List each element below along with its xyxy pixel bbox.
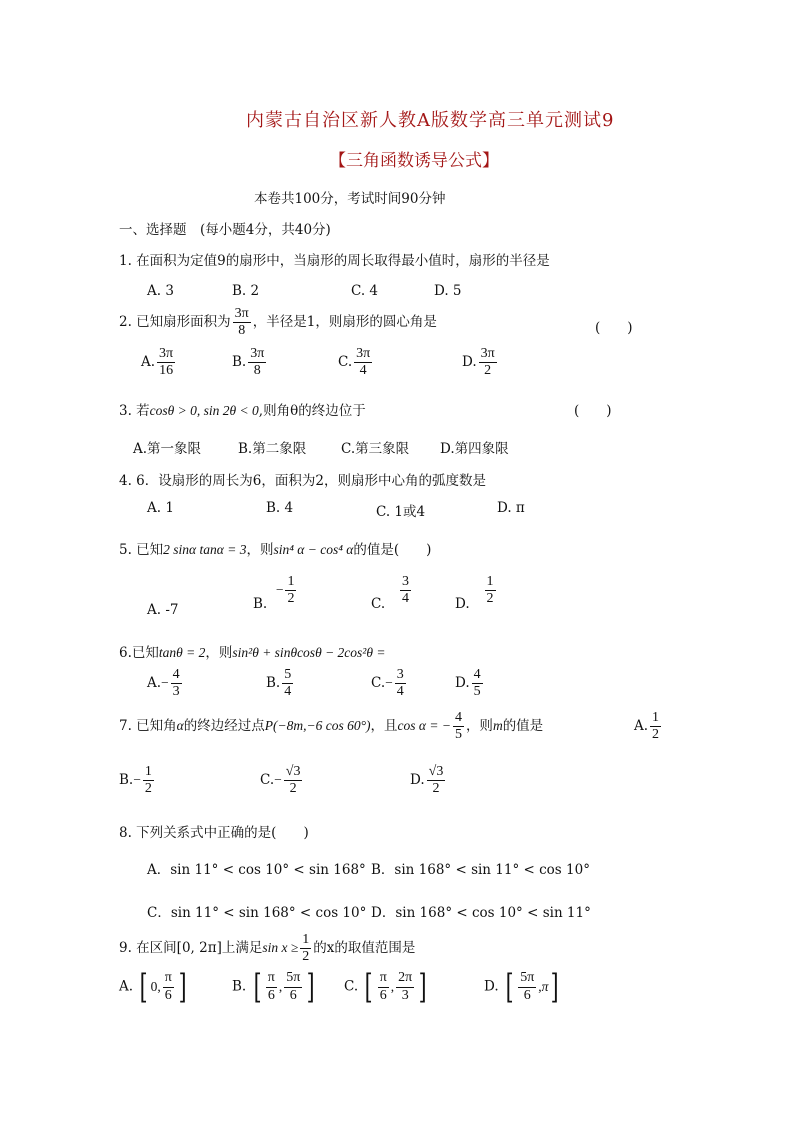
q8-option-b: B．sin 168° < sin 11° < cos 10° <box>371 862 590 878</box>
q2-answer-paren: ( ) <box>595 320 633 336</box>
q1-option-b: B. 2 <box>232 283 260 299</box>
question-3-stem: 3. 若cosθ > 0, sin 2θ < 0,则角θ的终边位于 <box>119 403 366 419</box>
q3-option-a: A.第一象限 <box>133 441 202 457</box>
q8-option-d: D．sin 168° < cos 10° < sin 11° <box>371 905 591 921</box>
exam-info: 本卷共100分，考试时间90分钟 <box>254 191 446 207</box>
q4-option-d: D. π <box>497 500 525 516</box>
q4-option-c: C. 1或4 <box>376 504 426 520</box>
q7-option-b: B.− $\frac{1}{2}$ <box>119 764 152 797</box>
q5-option-c: C. $\frac{3}{4}$ <box>371 574 410 613</box>
q6-option-d: D. $\frac{4}{5}$ <box>455 667 481 700</box>
section-heading: 一、选择题 (每小题4分，共40分) <box>119 222 331 238</box>
q1-option-c: C. 4 <box>351 283 379 299</box>
q8-option-a: A．sin 11° < cos 10° < sin 168° <box>147 862 366 878</box>
question-5-stem: 5. 已知2 sinα tanα = 3，则sin⁴ α − cos⁴ α的值是( ) <box>119 542 432 558</box>
q7-option-d: D. $\frac{√3}{2}$ <box>410 764 444 797</box>
question-9-stem: 9. 在区间[0, 2π]上满足sin x ≥ $\frac{1}{2}$ 的x的取值范围是 <box>119 932 416 965</box>
q7-option-a: A. $\frac{1}{2}$ <box>634 710 660 743</box>
q3-option-c: C.第三象限 <box>341 441 410 457</box>
question-8-stem: 8. 下列关系式中正确的是( ) <box>119 825 309 841</box>
q2-option-c: C. $\frac{3\pi}{4}$ <box>338 346 371 379</box>
q5-option-b: B. − $\frac{1}{2}$ <box>253 574 295 613</box>
q6-option-c: C.− $\frac{3}{4}$ <box>371 667 404 700</box>
q5-option-a: A. -7 <box>147 602 179 618</box>
q9-option-b: B. [ $\frac{\pi}{6}$ , $\frac{5\pi}{6}$ ] <box>232 967 315 1007</box>
q2-option-b: B. $\frac{3\pi}{8}$ <box>232 346 265 379</box>
q4-option-a: A. 1 <box>147 500 174 516</box>
question-6-stem: 6.已知tanθ = 2，则sin²θ + sinθcosθ − 2cos²θ = <box>119 645 386 661</box>
q3-option-b: B.第二象限 <box>238 441 307 457</box>
q6-option-a: A.− $\frac{4}{3}$ <box>147 667 180 700</box>
q9-option-d: D. [ $\frac{5\pi}{6}$ , π ] <box>484 967 560 1007</box>
q1-option-d: D. 5 <box>434 283 462 299</box>
question-7-stem: 7. 已知角α的终边经过点P(−8m,−6 cos 60°)，且cos α = − $\frac{4}{5}$ ，则m的值是 <box>119 710 544 743</box>
q3-answer-paren: ( ) <box>574 403 612 419</box>
q2-option-d: D. $\frac{3\pi}{2}$ <box>462 346 495 379</box>
page-title: 内蒙古自治区新人教A版数学高三单元测试9 <box>246 110 615 131</box>
q2-option-a: A. $\frac{3\pi}{16}$ <box>141 346 174 379</box>
q8-option-c: C．sin 11° < sin 168° < cos 10° <box>147 905 367 921</box>
q9-option-a: A. [ 0, $\frac{\pi}{6}$ ] <box>119 967 187 1007</box>
q9-option-c: C. [ $\frac{\pi}{6}$ , $\frac{2\pi}{3}$ ] <box>344 967 427 1007</box>
question-2-stem: 2. 已知扇形面积为 $\frac{3\pi}{8}$ ，半径是1，则扇形的圆心角是 <box>119 306 437 339</box>
q7-option-c: C.− $\frac{√3}{2}$ <box>260 764 301 797</box>
question-1-stem: 1. 在面积为定值9的扇形中，当扇形的周长取得最小值时，扇形的半径是 <box>119 253 550 269</box>
question-4-stem: 4. 6．设扇形的周长为6，面积为2，则扇形中心角的弧度数是 <box>119 473 486 489</box>
q1-option-a: A. 3 <box>147 283 174 299</box>
page-subtitle: 【三角函数诱导公式】 <box>329 151 499 171</box>
q3-option-d: D.第四象限 <box>440 441 509 457</box>
q6-option-b: B. $\frac{5}{4}$ <box>266 667 292 700</box>
q4-option-b: B. 4 <box>266 500 294 516</box>
q5-option-d: D. $\frac{1}{2}$ <box>455 574 494 613</box>
